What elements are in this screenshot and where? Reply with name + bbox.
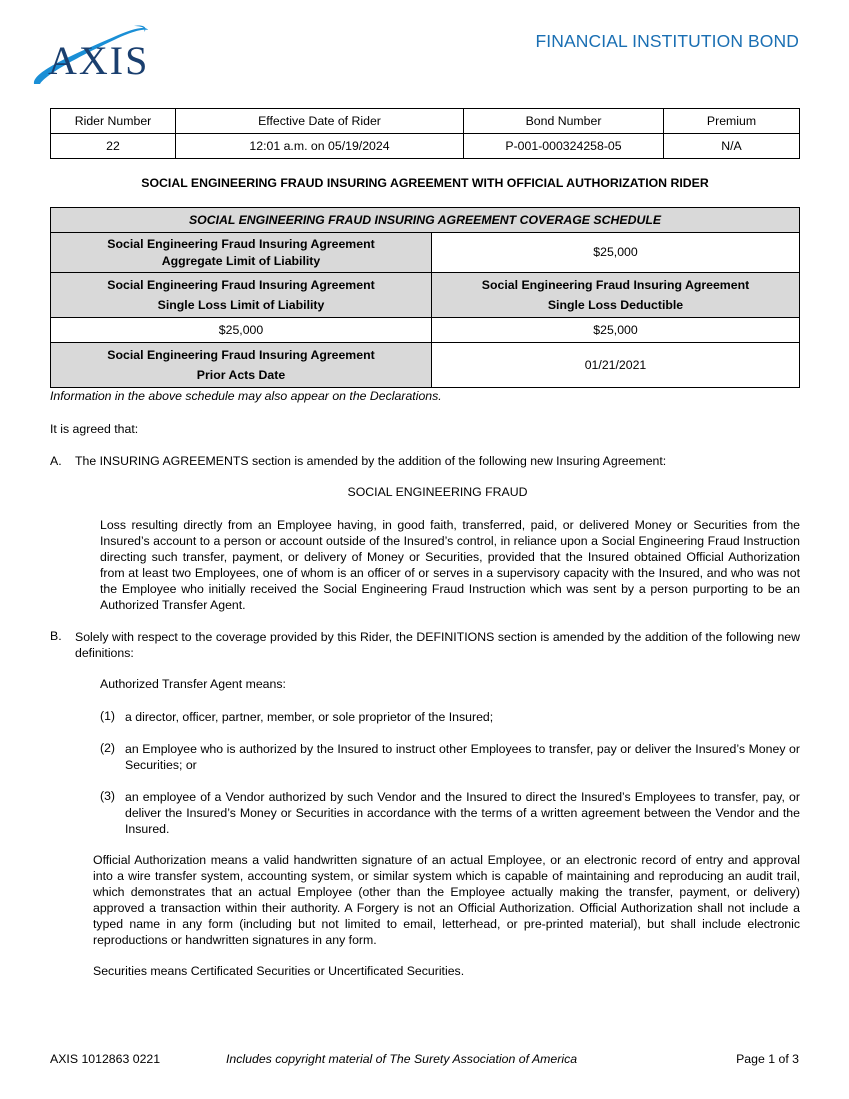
section-b-text: Solely with respect to the coverage provided by this Rider, the DEFINITIONS section is amended by the addition of the following new definitions: — [75, 630, 800, 660]
effective-date-value: 12:01 a.m. on 05/19/2024 — [176, 134, 464, 159]
aggregate-limit-value: $25,000 — [432, 233, 800, 273]
section-b-marker: B. — [50, 629, 62, 643]
header-rider-number: Rider Number — [51, 109, 176, 134]
intro-text: It is agreed that: — [50, 422, 139, 436]
table-value-row — [51, 134, 800, 159]
single-loss-limit-label — [51, 273, 432, 318]
document-type-title: FINANCIAL INSTITUTION BOND — [535, 31, 799, 51]
coverage-schedule-table — [50, 207, 800, 388]
section-a-marker: A. — [50, 454, 62, 468]
aggregate-label-line2: Aggregate Limit of Liability — [161, 253, 321, 268]
aggregate-label-line1: Social Engineering Fraud Insuring Agreement — [107, 236, 375, 251]
single-loss-limit-value: $25,000 — [51, 318, 432, 343]
premium-value: N/A — [664, 134, 800, 159]
header-bond-number: Bond Number — [464, 109, 664, 134]
schedule-title: SOCIAL ENGINEERING FRAUD INSURING AGREEMENT COVERAGE SCHEDULE — [51, 208, 800, 233]
single-loss-label-line1: Social Engineering Fraud Insuring Agreement — [107, 278, 375, 292]
section-a-heading: SOCIAL ENGINEERING FRAUD — [347, 485, 528, 499]
prior-acts-date-value: 01/21/2021 — [432, 343, 800, 388]
securities-definition: Securities means Certificated Securities or Uncertificated Securities. — [93, 964, 465, 978]
prior-acts-label-line2: Prior Acts Date — [196, 368, 286, 382]
ata-item-1-text: a director, officer, partner, member, or sole proprietor of the Insured; — [125, 710, 494, 724]
prior-acts-label-line1: Social Engineering Fraud Insuring Agreement — [107, 348, 375, 362]
ata-item-2-text: an Employee who is authorized by the Insured to instruct other Employees to transfer, pay or deliver the Insured’s Money or Securities; or — [125, 742, 800, 772]
deductible-value: $25,000 — [432, 318, 800, 343]
deductible-label-line2: Single Loss Deductible — [547, 298, 684, 312]
single-loss-label-line2: Single Loss Limit of Liability — [157, 298, 325, 312]
prior-acts-label — [51, 343, 432, 388]
rider-info-table — [50, 108, 800, 159]
ata-item-3-text: an employee of a Vendor authorized by such Vendor and the Insured to direct the Insured’s Employees to transfer, pay, or deliver the Insured’s Money or Securities in accordance with the terms of a written agreement between the Vendor and the Insured. — [125, 790, 800, 836]
footer-page-number: Page 1 of 3 — [736, 1052, 799, 1066]
schedule-note: Information in the above schedule may also appear on the Declarations. — [50, 389, 442, 403]
header-effective-date: Effective Date of Rider — [176, 109, 464, 134]
table-header-row — [51, 109, 800, 134]
footer-copyright: Includes copyright material of The Surety Association of America — [226, 1052, 578, 1066]
footer-form-number: AXIS 1012863 0221 — [50, 1052, 161, 1066]
axis-logo — [30, 22, 150, 94]
ata-item-1-num: (1) — [100, 709, 116, 723]
rider-title: SOCIAL ENGINEERING FRAUD INSURING AGREEMENT WITH OFFICIAL AUTHORIZATION RIDER — [141, 176, 709, 190]
ata-intro: Authorized Transfer Agent means: — [100, 677, 286, 691]
deductible-label — [432, 273, 800, 318]
header-premium: Premium — [664, 109, 800, 134]
official-authorization-definition: Official Authorization means a valid handwritten signature of an actual Employee, or an electronic record of entry and approval into a wire transfer system, accounting system, or similar system which is capable of maintaining and reproducing an audit trail, which demonstrates that an actual Employee (other than the Employee actually making the transfer, payment, or delivery) approved a transaction within their authority. A Forgery is not an Official Authorization. Official Authorization shall not include a typed name in any form (including but not limited to email, letterhead, or pre-printed material), but shall include electronic reproductions or handwritten signatures in any form. — [93, 853, 800, 947]
ata-item-2-num: (2) — [100, 741, 116, 755]
rider-number-value: 22 — [51, 134, 176, 159]
bond-number-value: P-001-000324258-05 — [464, 134, 664, 159]
section-a-text: The INSURING AGREEMENTS section is amended by the addition of the following new Insuring Agreement: — [75, 454, 667, 468]
svg-text:AXIS: AXIS — [48, 38, 150, 83]
section-a-paragraph: Loss resulting directly from an Employee having, in good faith, transferred, paid, or delivered Money or Securities from the Insured’s account to a person or account outside of the Insured’s control, in reliance upon a Social Engineering Fraud Instruction directing such transfer, payment, or delivery of Money or Securities, provided that the Insured obtained Official Authorization from at least two Employees, one of whom is an officer of or serves in a supervisory capacity with the Insured, and who was not the Employee who initially received the Social Engineering Fraud Instruction which was sent by a person purporting to be an Authorized Transfer Agent. — [100, 518, 800, 612]
ata-item-3-num: (3) — [100, 789, 116, 803]
deductible-label-line1: Social Engineering Fraud Insuring Agreement — [481, 278, 750, 292]
aggregate-limit-label — [51, 233, 432, 273]
